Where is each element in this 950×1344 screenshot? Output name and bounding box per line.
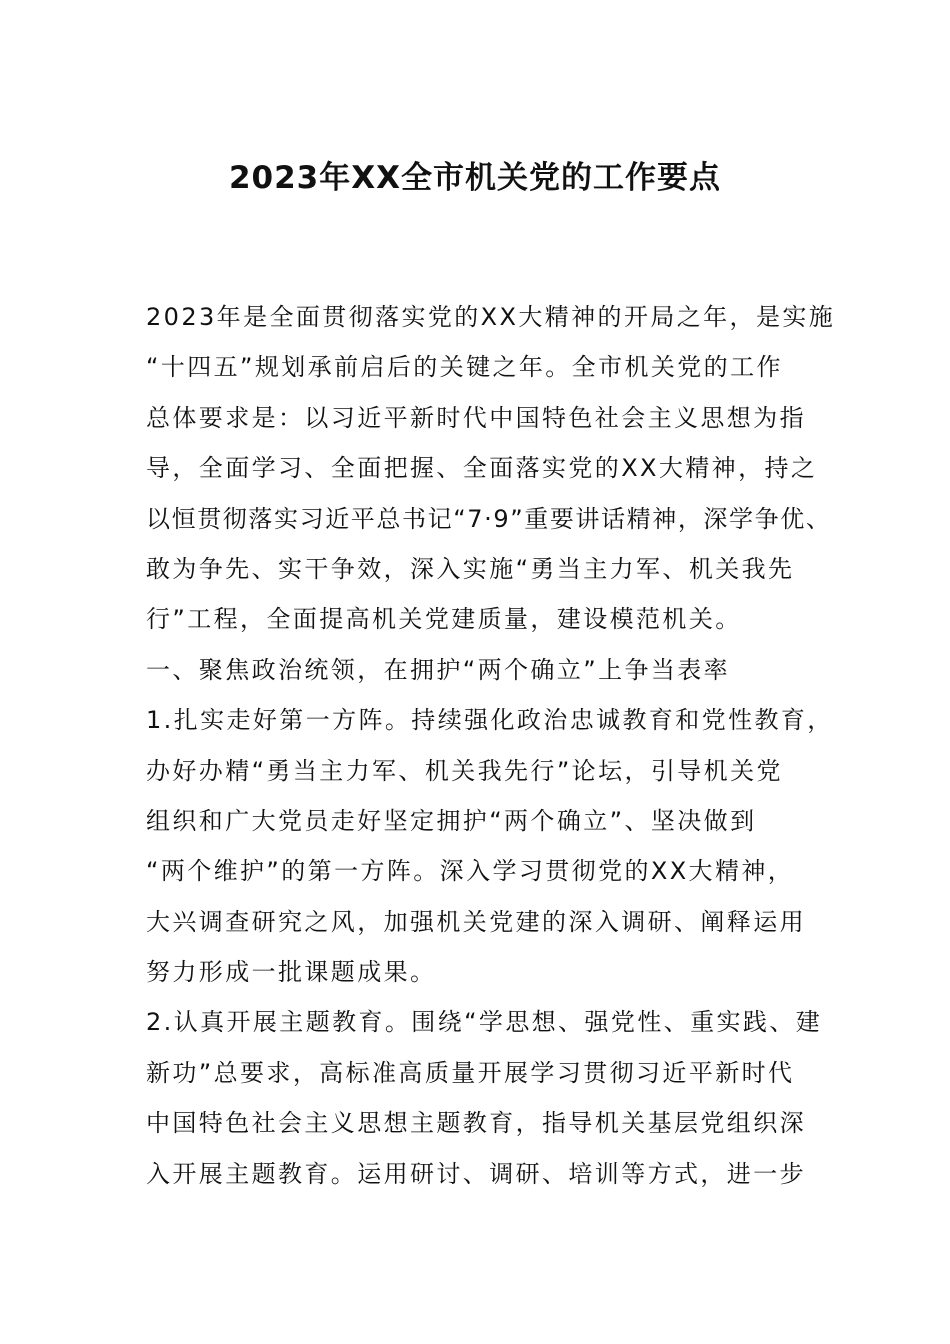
document-body bbox=[146, 292, 836, 1199]
text-line: 办好办精“勇当主力军、机关我先行”论坛，引导机关党 bbox=[146, 756, 783, 785]
text-line: “两个维护”的第一方阵。深入学习贯彻党的XX大精神， bbox=[146, 857, 795, 886]
text-line: 总体要求是：以习近平新时代中国特色社会主义思想为指 bbox=[146, 403, 806, 432]
text-line: 导，全面学习、全面把握、全面落实党的XX大精神，持之 bbox=[146, 454, 818, 483]
text-line: 入开展主题教育。运用研讨、调研、培训等方式，进一步 bbox=[146, 1159, 806, 1188]
text-line: 组织和广大党员走好坚定拥护“两个确立”、坚决做到 bbox=[146, 806, 757, 835]
document-title: 2023年XX全市机关党的工作要点 bbox=[228, 160, 722, 196]
text-line: “十四五”规划承前启后的关键之年。全市机关党的工作 bbox=[146, 353, 783, 382]
text-line: 一、聚焦政治统领，在拥护“两个确立”上争当表率 bbox=[146, 655, 731, 684]
text-line: 以恒贯彻落实习近平总书记“7·9”重要讲话精神，深学争优、 bbox=[146, 504, 832, 533]
text-line: 努力形成一批课题成果。 bbox=[146, 958, 437, 987]
text-line: 2023年是全面贯彻落实党的XX大精神的开局之年，是实施 bbox=[146, 303, 836, 331]
text-line: 行”工程，全面提高机关党建质量，建设模范机关。 bbox=[146, 605, 742, 634]
text-line: 2.认真开展主题教育。围绕“学思想、强党性、重实践、建 bbox=[146, 1008, 823, 1037]
text-line: 敢为争先、实干争效，深入实施“勇当主力军、机关我先 bbox=[146, 554, 795, 583]
text-line: 大兴调查研究之风，加强机关党建的深入调研、阐释运用 bbox=[146, 907, 806, 936]
text-line: 新功”总要求，高标准高质量开展学习贯彻习近平新时代 bbox=[146, 1058, 795, 1087]
text-line: 中国特色社会主义思想主题教育，指导机关基层党组织深 bbox=[146, 1109, 806, 1138]
text-line: 1.扎实走好第一方阵。持续强化政治忠诚教育和党性教育， bbox=[146, 706, 834, 735]
